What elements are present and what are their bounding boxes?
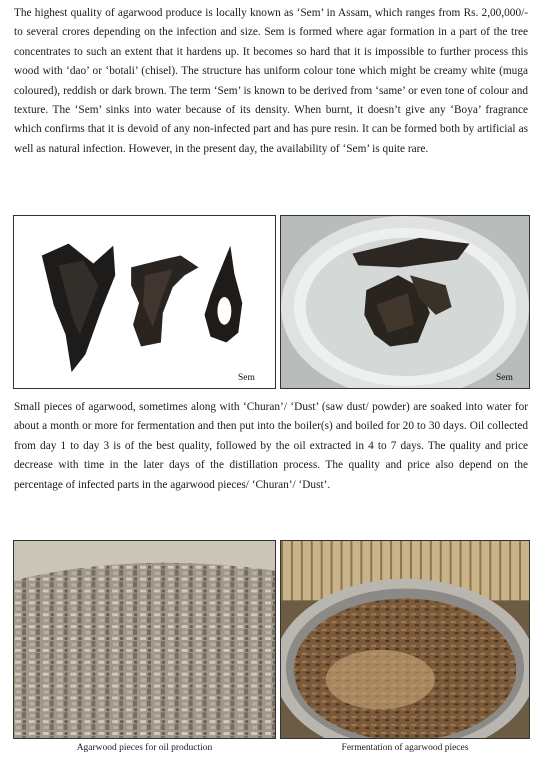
agarwood-pieces-illustration	[14, 541, 275, 738]
fermentation-caption: Fermentation of agarwood pieces	[341, 743, 469, 753]
fermentation-illustration	[281, 541, 529, 738]
agarwood-pieces-caption: Agarwood pieces for oil production	[76, 743, 213, 753]
photo-sem-in-water	[280, 215, 530, 389]
paragraph-sem: The highest quality of agarwood produce is locally known as ‘Sem’ in Assam, which ranges from Rs. 2,00,000/- to several crores depending on the infection and size. Sem is formed where agar formation in a part of the tree concentrates to such an extent that it hardens up. It becomes so hard that it is impossible to further process this wood with ‘dao’ or ‘botali’ (chisel). The structure has uniform colour tone which might be creamy white (muga coloured), reddish or dark brown. The term ‘Sem’ is known to be derived from ‘same’ or even tone of colour and texture. The ‘Sem’ sinks into water because of its density. When burnt, it doesn’t give any ‘Boya’ fragrance which confirms that it is devoid of any non-infected part and has pure resin. It can be formed both by artificial as well as natural infection. However, in the present day, the availability of ‘Sem’ is quite rare.	[14, 7, 528, 155]
photo-agarwood-pieces	[13, 540, 276, 739]
photo-sem-pieces	[13, 215, 276, 389]
sem-pieces-label: Sem	[238, 373, 255, 383]
sem-pieces-illustration	[14, 216, 275, 388]
paragraph-oil-process: Small pieces of agarwood, sometimes along with ‘Churan’/ ‘Dust’ (saw dust/ powder) are soaked into water for about a month or more for fermentation and then put into the boiler(s) and boiled for 20 to 30 days. Oil collected from day 1 to day 3 is of the best quality, followed by the oil extracted in 4 to 7 days. The quality and price decrease with time in the later days of the distillation process. The quality and price also depend on the percentage of infected parts in the agarwood pieces/ ‘Churan’/ ‘Dust’.	[14, 401, 528, 491]
sem-water-label: Sem	[496, 373, 513, 383]
photo-fermentation	[280, 540, 530, 739]
sem-water-illustration	[281, 216, 529, 388]
